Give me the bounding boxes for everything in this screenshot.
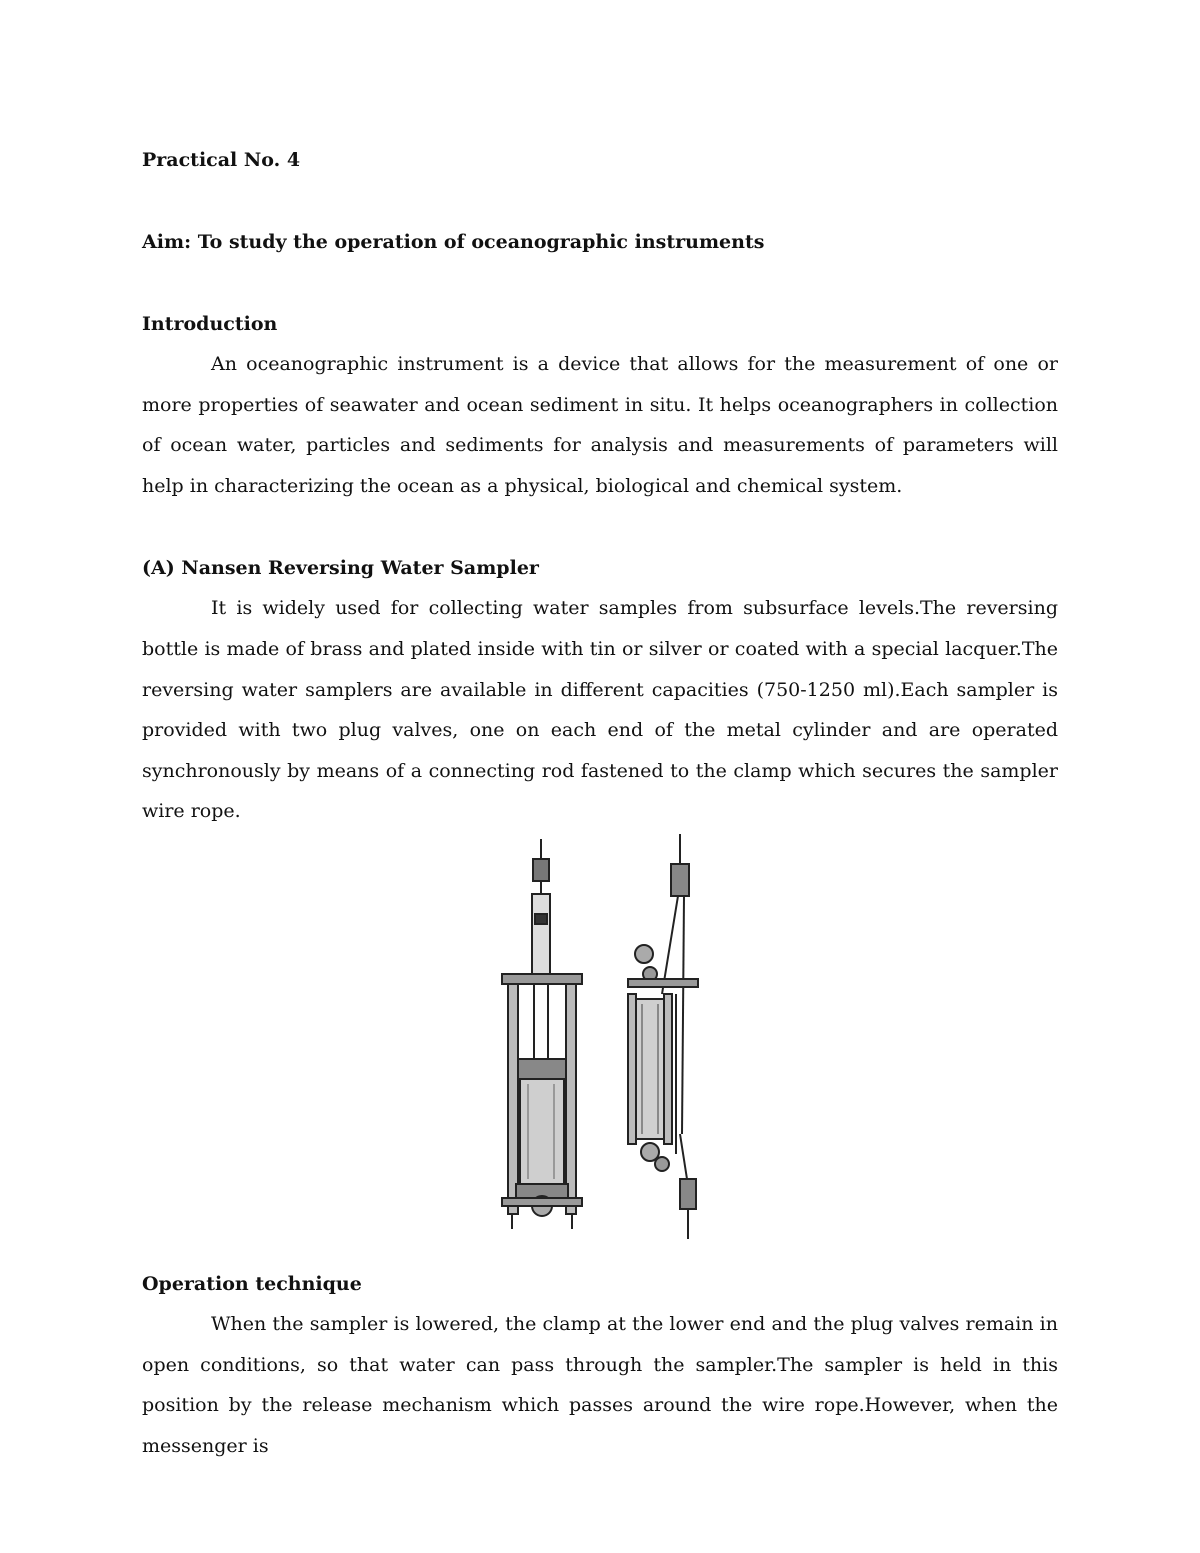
aim-heading: Aim: To study the operation of oceanographic instruments [142,231,765,253]
section-a-paragraph: It is widely used for collecting water samples from subsurface levels.The reversing bottle is made of brass and plated inside with tin or silver or coated with a special lacquer.The reversing water samplers are available in different capacities (750-1250 ml).Each sampler is provided with two plug valves, one on each end of the metal cylinder and are operated synchronously by means of a connecting rod fastened to the clamp which secures the sampler wire rope. [142,597,1058,823]
nansen-sampler-figure [142,834,1058,1264]
document-page [142,140,1058,1466]
section-a-heading: (A) Nansen Reversing Water Sampler [142,557,539,580]
operation-paragraph: When the sampler is lowered, the clamp at the lower end and the plug valves remain in open conditions, so that water can pass through the sampler.The sampler is held in this position by the release mechanism which passes around the wire rope.However, when the messenger is [142,1312,1058,1457]
introduction-paragraph: An oceanographic instrument is a device that allows for the measurement of one or more properties of seawater and ocean sediment in situ. It helps oceanographers in collection of ocean water, particles and sediments for analysis and measurements of parameters will help in characterizing the ocean as a physical, biological and chemical system. [142,353,1058,497]
nansen-bottle-illustration-icon [482,834,722,1254]
operation-heading: Operation technique [142,1272,362,1295]
introduction-heading: Introduction [142,313,278,335]
practical-title: Practical No. 4 [142,149,301,171]
